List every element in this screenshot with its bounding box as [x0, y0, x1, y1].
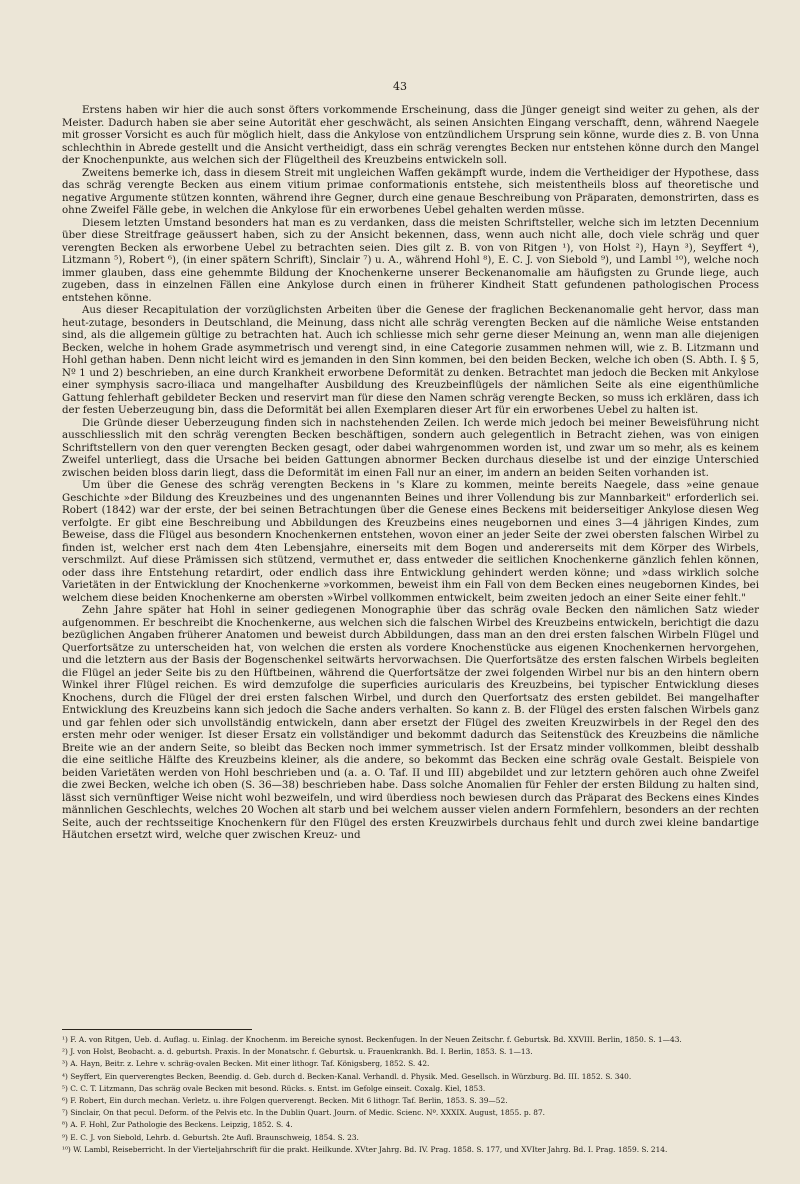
footnote: ¹) F. A. von Ritgen, Ueb. d. Auflag. u. Einlag. der Knochenm. im Bereiche synost. Beckenfugen. In der Neuen Zeitschr. f. Geburtsk. Bd. XXVIII. Berlin, 1850. S. 1—43.: [62, 1035, 682, 1044]
footnote: ⁹) E. C. J. von Siebold, Lehrb. d. Geburtsh. 2te Aufl. Braunschweig, 1854. S. 23.: [62, 1132, 359, 1142]
footnote: ⁸) A. F. Hohl, Zur Pathologie des Beckens. Leipzig, 1852. S. 4.: [62, 1120, 293, 1130]
footnote: ¹⁰) W. Lambl, Reiseberricht. In der Vierteljahrschrift für die prakt. Heilkunde. XVter Jahrg. Bd. IV. Prag. 1858. S. 177, und XVIter Jahrg. Bd. I. Prag. 1859. S. 214.: [62, 1144, 668, 1154]
footnote: ²) J. von Holst, Beobacht. a. d. geburtsh. Praxis. In der Monatschr. f. Geburtsk. u. Frauenkrankh. Bd. I. Berlin, 1853. S. 1—13.: [62, 1047, 533, 1057]
paragraph: Um über die Genese des schräg verengten Beckens in 's Klare zu kommen, meinte bereits Naegele, dass »eine genaue Geschichte »der Bildung des Kreuzbeines und des ungenannten Beines und ihrer Vollendung bis zur Mannbarkeit" erforderlich sei. Robert (1842) war der erste, der bei seinen Betrachtungen über die Genese eines Beckens mit beiderseitiger Ankylose diesen Weg verfolgte. Er gibt eine Beschreibung und Abbildungen des Kreuzbeins eines neugebornen und eines 3—4 jährigen Kindes, zum Beweise, dass die Flügel aus besondern Knochenkernen entstehen, wovon einer an jeder Seite der zwei obersten falschen Wirbel zu finden ist, welcher erst nach dem 4ten Lebensjahre, einerseits mit dem Bogen und andererseits mit dem Körper des Wirbels, verschmilzt. Auf diese Prämissen sich stützend, vermuthet er, dass entweder die seitlichen Knochenkerne gänzlich fehlen können, oder dass ihre Entstehung retardirt, oder endlich dass ihre Entwicklung gehindert werden könne; und »dass wirklich solche Varietäten in der Entwicklung der Knochenkerne »vorkommen, beweist ihm ein Fall von dem Becken eines neugebornen Kindes, bei welchem diese beiden Knochenkerne am obersten »Wirbel vollkommen entwickelt, beim zweiten jedoch an einer Seite einer fehlt.": [62, 479, 759, 604]
footnote: ⁶) F. Robert, Ein durch mechan. Verletz. u. ihre Folgen querverengt. Becken. Mit 6 lithogr. Taf. Berlin, 1853. S. 39—52.: [62, 1096, 508, 1106]
paragraph: Diesem letzten Umstand besonders hat man es zu verdanken, dass die meisten Schriftsteller, welche sich im letzten Decennium über diese Streitfrage geäussert haben, sich zu der Ansicht bekennen, dass, wenn auch nicht alle, doch viele schräg und quer verengten Becken als erworbene Uebel zu betrachten seien. Dies gilt z. B. von von Ritgen ¹), von Holst ²), Hayn ³), Seyffert ⁴), Litzmann ⁵), Robert ⁶), (in einer spätern Schrift), Sinclair ⁷) u. A., während Hohl ⁸), E. C. J. von Siebold ⁹), und Lambl ¹⁰), welche noch immer glauben, dass eine gehemmte Bildung der Knochenkerne unserer Beckenanomalie am häufigsten zu Grunde liege, auch zugeben, dass in einzelnen Fällen eine Ankylose durch einen in früherer Kindheit Statt gefundenen pathologischen Process entstehen könne.: [62, 216, 759, 304]
paragraph: Erstens haben wir hier die auch sonst öfters vorkommende Erscheinung, dass die Jünger geneigt sind weiter zu gehen, als der Meister. Dadurch haben sie aber seine Autorität eher geschwächt, als seinen Ansichten Eingang verschafft, denn, während Naegele mit grosser Vorsicht es auch für möglich hielt, dass die Ankylose von entzündlichem Ursprung sein könne, wurde dies z. B. von Unna schlechthin in Abrede gestellt und die Ansicht vertheidigt, dass ein schräg verengtes Becken nur entstehen könne durch den Mangel der Knochenpunkte, aus welchen sich der Flügeltheil des Kreuzbeins entwickeln soll.: [62, 104, 759, 166]
paragraph: Die Gründe dieser Ueberzeugung finden sich in nachstehenden Zeilen. Ich werde mich jedoch bei meiner Beweisführung nicht ausschliesslich mit den schräg verengten Becken beschäftigen, sondern auch gelegentlich in Betracht ziehen, was von einigen Schriftstellern von den quer verengten Becken gesagt, oder dabei wahrgenommen worden ist, und zwar um so mehr, als es keinem Zweifel unterliegt, dass die Ursache bei beiden Gattungen abnormer Becken durchaus dieselbe ist und der einzige Unterschied zwischen beiden bloss darin liegt, dass die Deformität im einen Fall nur an einer, im andern an beiden Seiten vorhanden ist.: [62, 416, 759, 479]
footnotes: [62, 1034, 759, 1156]
footnote-divider: [62, 1029, 252, 1030]
footnote: ⁷) Sinclair, On that pecul. Deform. of the Pelvis etc. In the Dublin Quart. Journ. of Medic. Scienc. Nº. XXXIX. August, 1855. p. 87.: [62, 1108, 546, 1118]
footnote: ⁴) Seyffert, Ein querverengtes Becken, Beendig. d. Geb. durch d. Becken-Kanal. Verhandl. d. Physik. Med. Gesellsch. in Würzburg. Bd. III. 1852. S. 340.: [62, 1071, 632, 1081]
paragraph: Zehn Jahre später hat Hohl in seiner gediegenen Monographie über das schräg ovale Becken den nämlichen Satz wieder aufgenommen. Er beschreibt die Knochenkerne, aus welchen sich die falschen Wirbel des Kreuzbeins entwickeln, berichtigt die dazu bezüglichen Angaben früherer Anatomen und beweist durch Abbildungen, dass man an den drei ersten falschen Wirbeln Flügel und Querfortsätze zu unterscheiden hat, von welchen die ersten als vordere Knochenstücke aus eigenen Knochenkernen hervorgehen, und die letztern aus der Basis der Bogenschenkel seitwärts hervorwachsen. Die Querfortsätze des ersten falschen Wirbels begleiten die Flügel an jeder Seite bis zu den Hüftbeinen, während die Querfortsätze der zwei folgenden Wirbel nur bis an den hintern obern Winkel ihrer Flügel reichen. Es wird demzufolge die superficies auricularis des Kreuzbeins, bei typischer Entwicklung dieses Knochens, durch die Flügel der drei ersten falschen Wirbel, und durch den Querfortsatz des ersten gebildet. Bei mangelhafter Entwicklung des Kreuzbeins kann sich jedoch die Sache anders verhalten. So kann z. B. der Flügel des ersten falschen Wirbels ganz und gar fehlen oder sich unvollständig entwickeln, dann aber ersetzt der Flügel des zweiten Kreuzwirbels in der Regel den des ersten mehr oder weniger. Ist dieser Ersatz ein vollständiger und bekommt dadurch das Seitenstück des Kreuzbeins die nämliche Breite wie an der andern Seite, so bleibt das Becken noch immer symmetrisch. Ist der Ersatz minder vollkommen, bleibt desshalb die eine seitliche Hälfte des Kreuzbeins kleiner, als die andere, so bekommt das Becken eine schräg ovale Gestalt. Beispiele von beiden Varietäten werden von Hohl beschrieben und (a. a. O. Taf. II und III) abgebildet und zur letztern gehören auch ohne Zweifel die zwei Becken, welche ich oben (S. 36—38) beschrieben habe. Dass solche Anomalien für Fehler der ersten Bildung zu halten sind, lässt sich vernünftiger Weise nicht wohl bezweifeln, und wird überdiess noch bewiesen durch das Präparat des Beckens eines Kindes männlichen Geschlechts, welches 20 Wochen alt starb und bei welchem ausser vielen andern Formfehlern, besonders an der rechten Seite, auch der rechtsseitige Knochenkern für den Flügel des ersten Kreuzwirbels durchaus fehlt und durch zwei kleine bandartige Häutchen ersetzt wird, welche quer zwischen Kreuz- und: [62, 604, 759, 841]
paragraph: Zweitens bemerke ich, dass in diesem Streit mit ungleichen Waffen gekämpft wurde, indem die Vertheidiger der Hypothese, dass das schräg verengte Becken aus einem vitium primae conformationis entstehe, sich meistentheils bloss auf theoretische und negative Argumente stützen konnten, während ihre Gegner, durch eine genaue Beschreibung von Präparaten, demonstrirten, dass es ohne Zweifel Fälle gebe, in welchen die Ankylose für ein erworbenes Uebel gehalten werden müsse.: [62, 166, 759, 216]
footnote: ⁵) C. C. T. Litzmann, Das schräg ovale Becken mit besond. Rücks. s. Entst. im Gefolge einseit. Coxalg. Kiel, 1853.: [62, 1083, 486, 1093]
body-text: [62, 104, 759, 842]
paragraph: Aus dieser Recapitulation der vorzüglichsten Arbeiten über die Genese der fraglichen Beckenanomalie geht hervor, dass man heut-zutage, besonders in Deutschland, die Meinung, dass nicht alle schräg verengten Becken auf die nämliche Weise entstanden sind, als die allgemein gültige zu betrachten hat. Auch ich schliesse mich sehr gerne dieser Meinung an, wenn man alle diejenigen Becken, welche in hohem Grade asymmetrisch und verengt sind, in eine Categorie zusammen nehmen will, wie z. B. Litzmann und Hohl gethan haben. Denn nicht leicht wird es jemanden in den Sinn kommen, bei den beiden Becken, welche ich oben (S. Abth. I. § 5, Nº 1 und 2) beschrieben, an eine durch Krankheit erworbene Deformität zu denken. Betrachtet man jedoch die Becken mit Ankylose einer symphysis sacro-iliaca und mangelhafter Ausbildung des Kreuzbeinflügels der nämlichen Seite als eine eigenthümliche Gattung fehlerhaft gebildeter Becken und reservirt man für diese den Namen schräg verengte Becken, so muss ich erklären, dass ich der festen Ueberzeugung bin, dass die Deformität bei allen Exemplaren dieser Art für ein erworbenes Uebel zu halten ist.: [62, 304, 759, 416]
footnote: ³) A. Hayn, Beitr. z. Lehre v. schräg-ovalen Becken. Mit einer lithogr. Taf. Königsberg, 1852. S. 42.: [62, 1059, 430, 1069]
page-number: 43: [393, 80, 407, 93]
